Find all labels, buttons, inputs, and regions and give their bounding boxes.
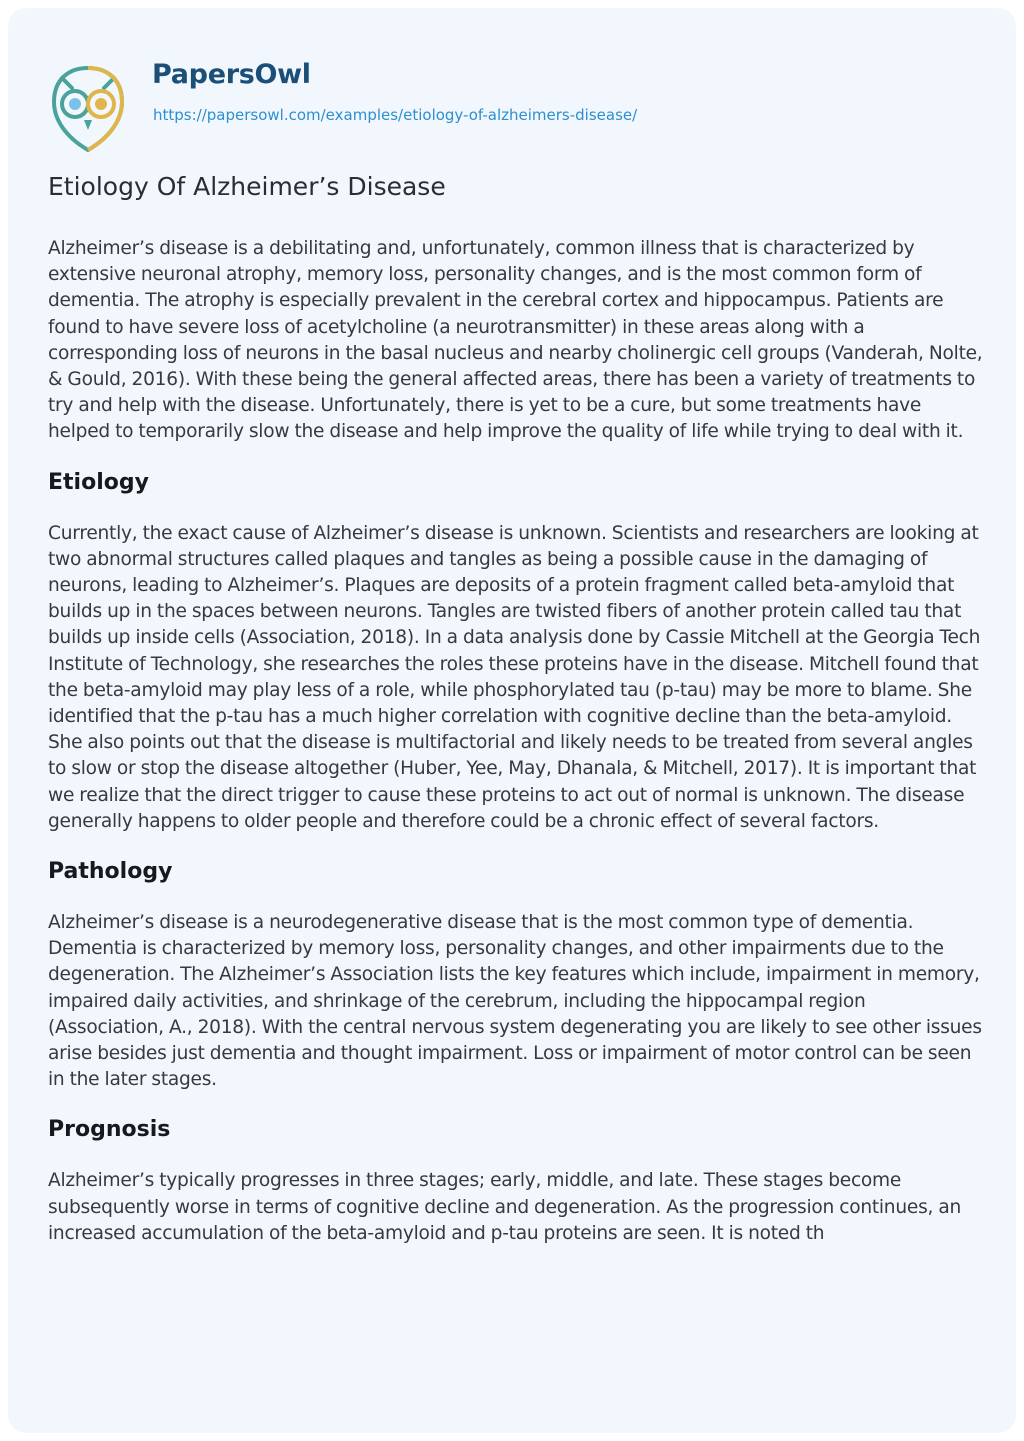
section-heading-prognosis: Prognosis (48, 1117, 171, 1143)
owl-logo-icon[interactable] (50, 62, 126, 152)
source-url-link[interactable]: https://papersowl.com/examples/etiology-of-alzheimers-disease/ (153, 106, 638, 124)
section-paragraph-pathology: Alzheimer’s disease is a neurodegenerative disease that is the most common type of dementia. Dementia is characterized by memory loss, personality changes, and other impairments due to the degeneration. The Alzheimer’s Association lists the key features which include, impairment in memory, impaired daily activities, and shrinkage of the cerebrum, including the hippocampal region (Association, A., 2018). With the central nervous system degenerating you are likely to see other issues arise besides just dementia and thought impairment. Loss or impairment of motor control can be seen in the later stages. (48, 912, 982, 1091)
page (8, 8, 1016, 1433)
section-paragraph-prognosis: Alzheimer’s typically progresses in three stages; early, middle, and late. These stages become subsequently worse in terms of cognitive decline and degeneration. As the progression continues, an increased accumulation of the beta-amyloid and p-tau proteins are seen. It is noted th (48, 1170, 961, 1244)
essay-body (48, 236, 983, 1269)
section-paragraph-etiology: Currently, the exact cause of Alzheimer’s disease is unknown. Scientists and researchers are looking at two abnormal structures called plaques and tangles as being a possible cause in the damaging of neurons, leading to Alzheimer’s. Plaques are deposits of a protein fragment called beta-amyloid that builds up in the spaces between neurons. Tangles are twisted fibers of another protein called tau that builds up inside cells (Association, 2018). In a data analysis done by Cassie Mitchell at the Georgia Tech Institute of Technology, she researches the roles these proteins have in the disease. Mitchell found that the beta-amyloid may play less of a role, while phosphorylated tau (p-tau) may be more to blame. She identified that the p-tau has a much higher correlation with cognitive decline than the beta-amyloid. She also points out that the disease is multifactorial and likely needs to be treated from several angles to slow or stop the disease altogether (Huber, Yee, May, Dhanala, & Mitchell, 2017). It is important that we realize that the direct trigger to cause these proteins to act out of normal is unknown. The disease generally happens to older people and therefore could be a chronic effect of several factors. (48, 522, 981, 832)
essay-title: Etiology Of Alzheimer’s Disease (48, 172, 446, 201)
intro-paragraph: Alzheimer’s disease is a debilitating and, unfortunately, common illness that is characterized by extensive neuronal atrophy, memory loss, personality changes, and is the most common form of dementia. The atrophy is especially prevalent in the cerebral cortex and hippocampus. Patients are found to have severe loss of acetylcholine (a neurotransmitter) in these areas along with a corresponding loss of neurons in the basal nucleus and nearby cholinergic cell groups (Vanderah, Nolte, & Gould, 2016). With these being the general affected areas, there has been a variety of treatments to try and help with the disease. Unfortunately, there is yet to be a cure, but some treatments have helped to temporarily slow the disease and help improve the quality of life while trying to deal with it. (48, 238, 983, 443)
section-heading-etiology: Etiology (48, 469, 149, 495)
brand-name[interactable]: PapersOwl (152, 59, 311, 90)
section-heading-pathology: Pathology (48, 859, 173, 885)
